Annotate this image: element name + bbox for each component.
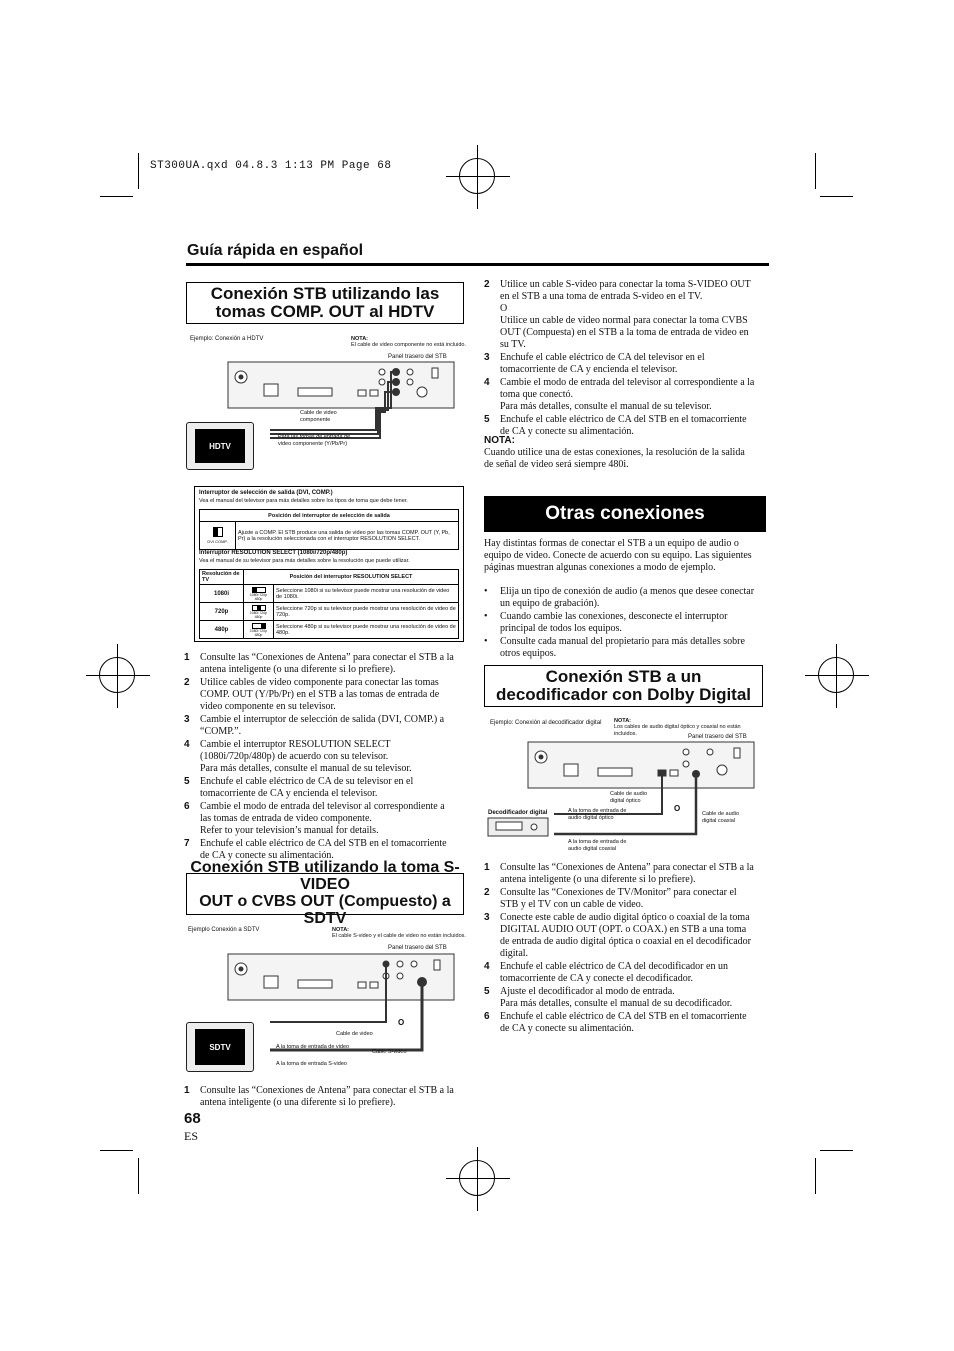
list-item: 2 Utilice cables de video componente para conectar las tomas COMP. OUT (Y/Pb/Pr) en el STB a las tomas de entrada de video componente en su televisor. [184, 677, 440, 712]
hdtv-switch-box [194, 486, 464, 642]
toggle-switch-icon [213, 527, 223, 537]
dolby-steps [484, 862, 774, 1036]
list-item: 4 Enchufe el cable eléctrico de CA del decodificador en un tomacorriente de CA y conecte el decodificador. [484, 961, 728, 984]
dolby-diagram [484, 740, 766, 840]
list-item: 7 Enchufe el cable eléctrico de CA del STB en el tomacorriente de CA y conecte su alimentación. [184, 838, 447, 861]
registration-mark-icon [99, 657, 135, 693]
list-item: 3 Enchufe el cable eléctrico de CA del televisor en el tomacorriente de CA y encienda el televisor. [484, 352, 705, 375]
registration-mark-icon [459, 158, 495, 194]
dolby-coax-cable-label: Cable de audio digital coaxial [702, 811, 740, 824]
switch1-title: Interruptor de selección de salida (DVI, COMP.) [199, 490, 333, 496]
switch2-table [199, 569, 459, 639]
crop-mark [815, 1158, 816, 1194]
list-item: • Cuando cambie las conexiones, desconecte el interruptor principal de todos los equipos. [484, 611, 728, 634]
otras-bullets [484, 586, 774, 661]
list-item: 1 Consulte las “Conexiones de Antena” para conectar el STB a la antena inteligente (o una diferente si lo prefiere). [184, 1085, 454, 1108]
hdtv-note-text: El cable de video componente no está incluido. [351, 342, 466, 348]
sdtv-steps-continued [484, 279, 774, 439]
table-row: 480p 1080i 720p 480p Seleccione 480p si su televisor puede mostrar una resolución de video de 480p. [200, 621, 459, 639]
sdtv-example-label: Ejemplo Conexión a SDTV [188, 927, 260, 933]
crop-mark [138, 1158, 139, 1194]
sdtv-to-svideo-in: A la toma de entrada S-video [276, 1061, 347, 1067]
switch1-sub: Vea el manual del televisor para más detalles sobre los tipos de toma que debe tener. [199, 498, 408, 504]
switch2-title: Interruptor RESOLUTION SELECT (1080i/720p/480p) [199, 550, 348, 556]
switch2-sub: Vea el manual de su televisor para más detalles sobre la resolución que puede utilizar. [199, 558, 410, 564]
dolby-example-label: Ejemplo: Conexión al decodificador digital [490, 720, 602, 726]
sdtv-note-head: NOTA: [332, 927, 350, 933]
hdtv-steps [184, 652, 474, 863]
switch1-head: Posición del interruptor de selección de salida [200, 510, 459, 522]
resolution-switch-icon: 1080i 720p 480p [244, 585, 274, 603]
sdtv-note-head-2: NOTA: [484, 435, 515, 446]
hdtv-cable-label: Cable de video componente [300, 410, 337, 423]
crop-mark [820, 1150, 853, 1151]
dolby-note-head: NOTA: [614, 718, 632, 724]
list-item: 3 Cambie el interruptor de selección de salida (DVI, COMP.) a “COMP.”. [184, 714, 445, 737]
page-number: 68 [184, 1110, 201, 1127]
resolution-switch-icon: 1080i 720p 480p [244, 621, 274, 639]
list-item: 5 Enchufe el cable eléctrico de CA de su televisor en el tomacorriente de CA y encienda el televisor. [184, 776, 414, 799]
table-row: 1080i 1080i 720p 480p Seleccione 1080i si su televisor puede mostrar una resolución de video de 1080i. [200, 585, 459, 603]
sdtv-note-text: El cable S-video y el cable de video no están incluidos. [332, 933, 466, 939]
sdtv-rear-panel-label: Panel trasero del STB [388, 945, 447, 951]
switch2-col2: Posición del interruptor RESOLUTION SELECT [244, 570, 459, 585]
list-item: 4 Cambie el modo de entrada del televisor al correspondiente a la toma que conectó. Para más detalles, consulte el manual de su televisor. [484, 377, 755, 412]
hdtv-screen: HDTV [195, 429, 245, 463]
crop-mark [100, 1150, 133, 1151]
crop-mark [820, 196, 853, 197]
table-row: 720p 1080i 720p 480p Seleccione 720p si su televisor puede mostrar una resolución de video de 720p. [200, 603, 459, 621]
hdtv-television [186, 422, 254, 470]
list-item: 2 Consulte las “Conexiones de TV/Monitor” para conectar el STB y el TV con un cable de video. [484, 887, 737, 910]
sdtv-to-video-in: A la toma de entrada de video [276, 1044, 350, 1050]
registration-mark-icon [818, 657, 854, 693]
dolby-to-optical: A la toma de entrada de audio digital óptico [568, 808, 627, 821]
section-title-otras: Otras conexiones [484, 496, 766, 532]
hdtv-note-head: NOTA: [351, 336, 369, 342]
print-header: ST300UA.qxd 04.8.3 1:13 PM Page 68 [150, 160, 392, 172]
list-item: 6 Cambie el modo de entrada del televisor al correspondiente a las tomas de entrada de video componente. Refer to your television’s manual for details. [184, 801, 445, 836]
dolby-to-coax: A la toma de entrada de audio digital coaxial [568, 839, 627, 852]
sdtv-svideo-cable-label: Cable S-video [372, 1049, 407, 1055]
sdtv-or-label: O [398, 1018, 405, 1027]
list-item: 2 Utilice un cable S-video para conectar la toma S-VIDEO OUT en el STB a una toma de entrada S-video en el TV. O Utilice un cable de video normal para conectar la toma CVBS OUT (Compuesta) en el STB a la toma de entrada de video en su TV. [484, 279, 751, 350]
resolution-switch-icon: 1080i 720p 480p [244, 603, 274, 621]
switch1-desc: Ajuste a COMP. El STB produce una salida de video por las tomas COMP. OUT (Y, Pb, Pr) a la resolución seleccionada con el interruptor RESOLUTION SELECT. [236, 522, 459, 550]
list-item: 5 Enchufe el cable eléctrico de CA del STB en el tomacorriente de CA y conecte su alimentación. [484, 414, 747, 437]
sdtv-steps [184, 1085, 474, 1110]
hdtv-rear-panel-label: Panel trasero del STB [388, 354, 447, 360]
section-title-dolby: Conexión STB a un decodificador con Dolby Digital [484, 665, 763, 707]
dolby-optical-cable-label: Cable de audio digital óptico [610, 791, 648, 804]
guide-title: Guía rápida en español [187, 242, 364, 259]
list-item: 1 Consulte las “Conexiones de Antena” para conectar el STB a la antena inteligente (o una diferente si lo prefiere). [484, 862, 754, 885]
switch1-icon-cell: DVI COMP. [200, 522, 236, 550]
registration-mark-icon [459, 1160, 495, 1196]
hdtv-example-label: Ejemplo: Conexión a HDTV [190, 336, 264, 342]
otras-intro: Hay distintas formas de conectar el STB a un equipo de audio o equipo de video. Conecte de acuerdo con su equipo. Las siguientes páginas muestran algunas conexiones a modo de ejemplo. [484, 538, 752, 573]
title-rule [186, 263, 769, 266]
list-item: 1 Consulte las “Conexiones de Antena” para conectar el STB a la antena inteligente (o una diferente si lo prefiere). [184, 652, 454, 675]
dolby-or-label: O [674, 804, 681, 813]
dolby-decoder-label: Decodificador digital [488, 810, 548, 816]
section-title-hdtv: Conexión STB utilizando las tomas COMP. OUT al HDTV [186, 282, 464, 324]
crop-mark [138, 153, 139, 189]
list-item: 5 Ajuste el decodificador al modo de entrada. Para más detalles, consulte el manual de su decodificador. [484, 986, 733, 1009]
crop-mark [815, 153, 816, 189]
hdtv-inputs-label: Para las tomas de entrada de video componente (Y/Pb/Pr) [278, 434, 351, 447]
list-item: 6 Enchufe el cable eléctrico de CA del STB en el tomacorriente de CA y conecte su alimentación. [484, 1011, 747, 1034]
sdtv-screen: SDTV [195, 1029, 245, 1065]
switch1-table [199, 509, 459, 550]
sdtv-note-body-2: Cuando utilice una de estas conexiones, la resolución de la salida de señal de video será siempre 480i. [484, 447, 745, 470]
list-item: 3 Conecte este cable de audio digital óptico o coaxial de la toma DIGITAL AUDIO OUT (OPT. o COAX.) en STB a una toma de entrada de audio digital óptica o coaxial en el decodificador digital. [484, 912, 752, 959]
dolby-note-text: Los cables de audio digital óptico y coaxial no están incluidos. [614, 724, 741, 737]
dolby-rear-panel-label: Panel trasero del STB [688, 734, 747, 740]
list-item: 4 Cambie el interruptor RESOLUTION SELECT (1080i/720p/480p) de acuerdo con su televisor. Para más detalles, consulte el manual de su televisor. [184, 739, 412, 774]
sdtv-television [186, 1022, 254, 1072]
language-code: ES [184, 1129, 199, 1143]
list-item: • Elija un tipo de conexión de audio (a menos que desee conectar un equipo de grabación). [484, 586, 755, 609]
list-item: • Consulte cada manual del propietario para más detalles sobre otros equipos. [484, 636, 745, 659]
crop-mark [100, 196, 133, 197]
switch2-col1: Resolución de TV [200, 570, 244, 585]
section-title-sdtv: Conexión STB utilizando la toma S-VIDEO OUT o CVBS OUT (Compuesto) a SDTV [186, 873, 464, 915]
sdtv-video-cable-label: Cable de video [336, 1031, 373, 1037]
